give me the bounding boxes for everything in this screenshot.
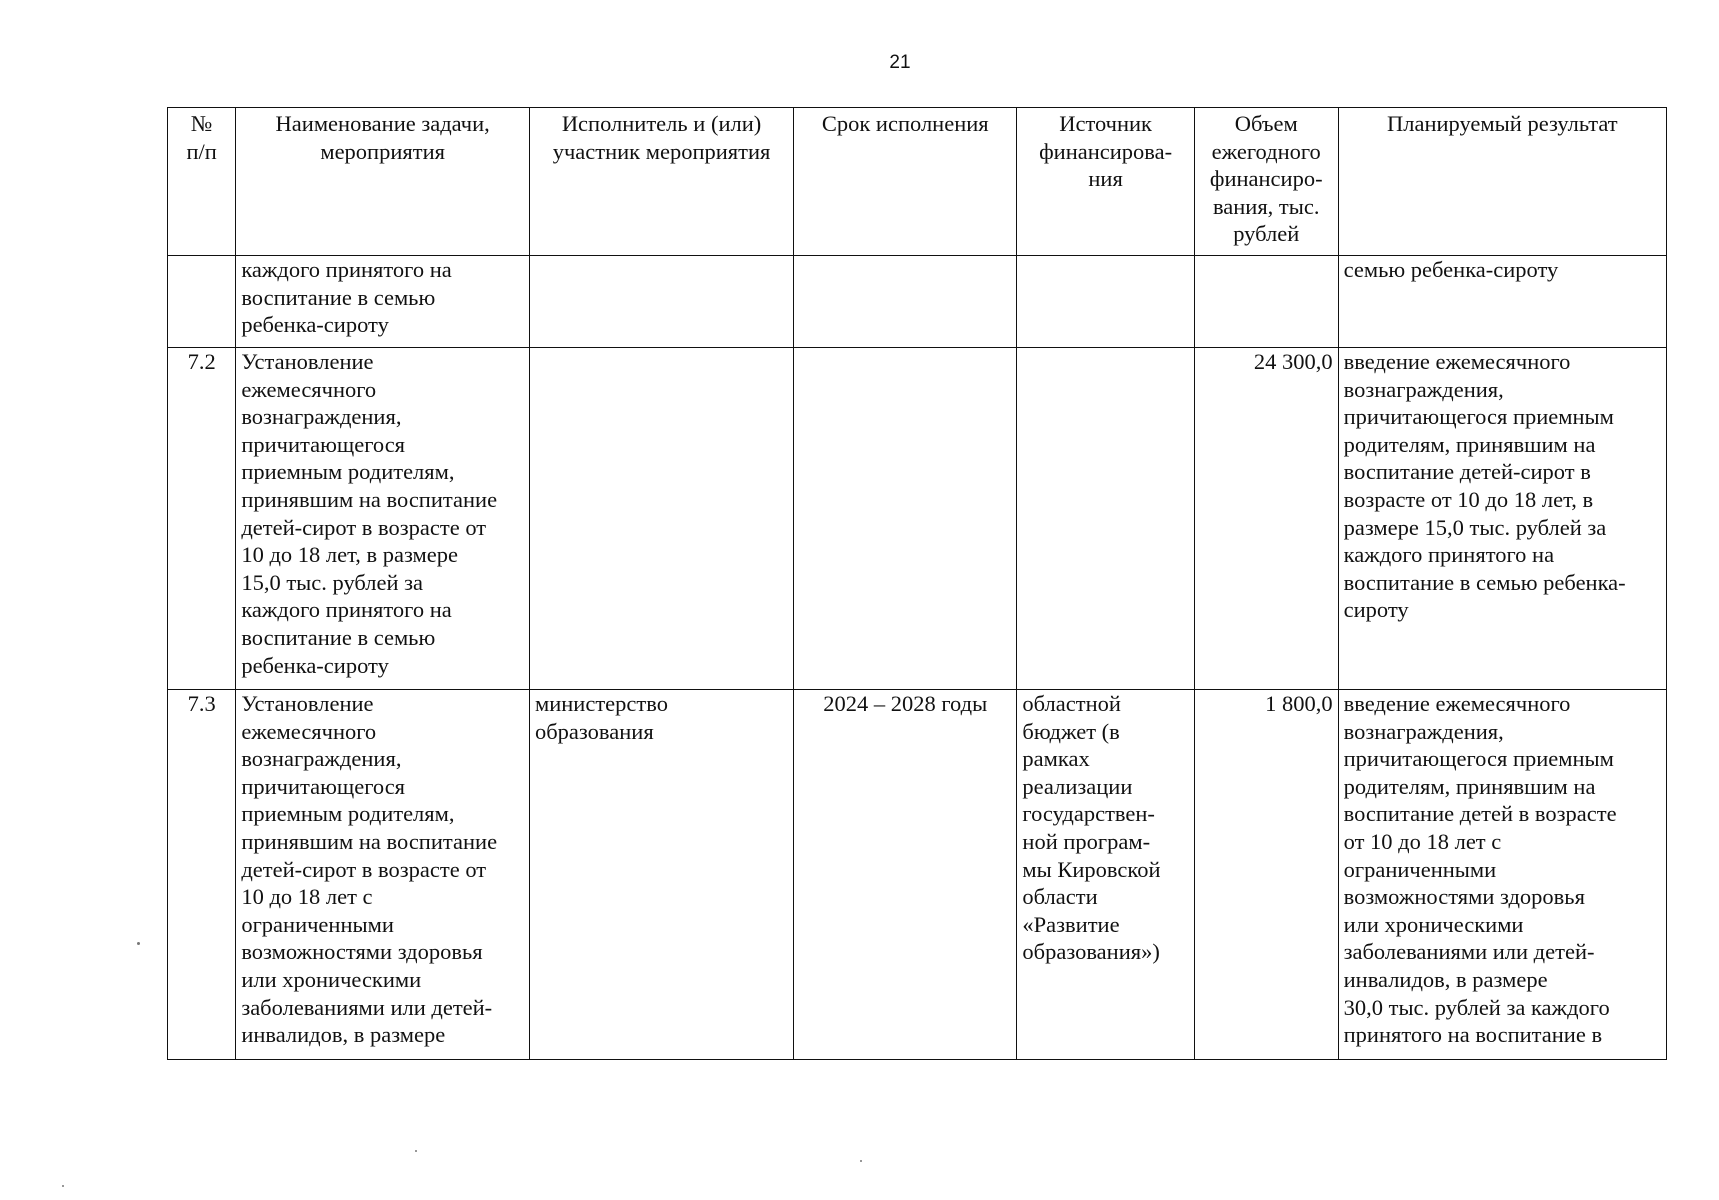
scan-speck — [62, 1185, 64, 1187]
header-number — [168, 108, 236, 256]
cell-volume-text: 24 300,0 — [1253, 349, 1333, 374]
header-number-text: № п/п — [186, 111, 217, 164]
cell-source-text: областной бюджет (в рамках реализации государствен- ной програм- мы Кировской области «Развитие образования») — [1022, 691, 1161, 965]
cell-task-name — [236, 348, 530, 690]
cell-result — [1338, 690, 1666, 1060]
cell-result-text: введение ежемесячного вознаграждения, причитающегося приемным родителям, принявшим на воспитание детей-сирот в возрасте от 10 до 18 лет, в размере 15,0 тыс. рублей за каждого принятого на воспитание в семью ребенка- сироту — [1343, 349, 1626, 623]
cell-volume-text: 1 800,0 — [1265, 691, 1333, 716]
cell-volume — [1194, 256, 1338, 348]
cell-term — [794, 256, 1017, 348]
header-result-text: Планируемый результат — [1386, 111, 1618, 136]
header-volume — [1194, 108, 1338, 256]
cell-number — [168, 348, 236, 690]
header-volume-text: Объем ежегодного финансиро- вания, тыс. рублей — [1209, 111, 1323, 247]
cell-source — [1017, 690, 1194, 1060]
cell-term-text: 2024 – 2028 годы — [823, 691, 988, 716]
header-executor-text: Исполнитель и (или) участник мероприятия — [552, 111, 771, 164]
header-executor — [529, 108, 793, 256]
plan-table — [167, 107, 1667, 1060]
scan-speck — [137, 942, 140, 945]
table-row — [168, 348, 1667, 690]
cell-source — [1017, 256, 1194, 348]
cell-result — [1338, 348, 1666, 690]
table-header-row — [168, 108, 1667, 256]
cell-executor — [529, 256, 793, 348]
cell-task-name-text: Установление ежемесячного вознаграждения, причитающегося приемным родителям, принявшим на воспитание детей-сирот в возрасте от 10 до 18 лет, в размере 15,0 тыс. рублей за каждого принятого на воспитание в семью ребенка-сироту — [241, 349, 498, 678]
page-number: 21 — [889, 52, 911, 73]
header-term — [794, 108, 1017, 256]
cell-result — [1338, 256, 1666, 348]
cell-task-name-text: каждого принятого на воспитание в семью ребенка-сироту — [241, 257, 452, 338]
header-result — [1338, 108, 1666, 256]
cell-task-name — [236, 690, 530, 1060]
table-row — [168, 690, 1667, 1060]
cell-executor-text: министерство образования — [534, 691, 668, 744]
cell-volume — [1194, 348, 1338, 690]
cell-result-text: семью ребенка-сироту — [1343, 257, 1559, 282]
cell-number-text: 7.3 — [187, 691, 216, 716]
cell-source — [1017, 348, 1194, 690]
cell-number-text: 7.2 — [187, 349, 216, 374]
header-term-text: Срок исполнения — [821, 111, 989, 136]
cell-number — [168, 256, 236, 348]
cell-volume — [1194, 690, 1338, 1060]
header-source-text: Источник финансирова- ния — [1039, 111, 1173, 192]
cell-term — [794, 690, 1017, 1060]
cell-executor — [529, 690, 793, 1060]
table-row — [168, 256, 1667, 348]
cell-executor — [529, 348, 793, 690]
cell-number — [168, 690, 236, 1060]
cell-task-name-text: Установление ежемесячного вознаграждения, причитающегося приемным родителям, принявшим на воспитание детей-сирот в возрасте от 10 до 18 лет с ограниченными возможностями здоровья или хроническими заболеваниями или детей- инвалидов, в размере — [241, 691, 498, 1048]
cell-task-name — [236, 256, 530, 348]
header-task-name-text: Наименование задачи, мероприятия — [275, 111, 490, 164]
header-source — [1017, 108, 1194, 256]
cell-result-text: введение ежемесячного вознаграждения, причитающегося приемным родителям, принявшим на воспитание детей в возрасте от 10 до 18 лет с ограниченными возможностями здоровья или хроническими заболеваниями или детей- инвалидов, в размере 30,0 тыс. рублей за каждого принятого на воспитание в — [1343, 691, 1617, 1048]
scan-speck — [415, 1150, 417, 1152]
cell-term — [794, 348, 1017, 690]
scan-speck — [860, 1160, 862, 1162]
header-task-name — [236, 108, 530, 256]
